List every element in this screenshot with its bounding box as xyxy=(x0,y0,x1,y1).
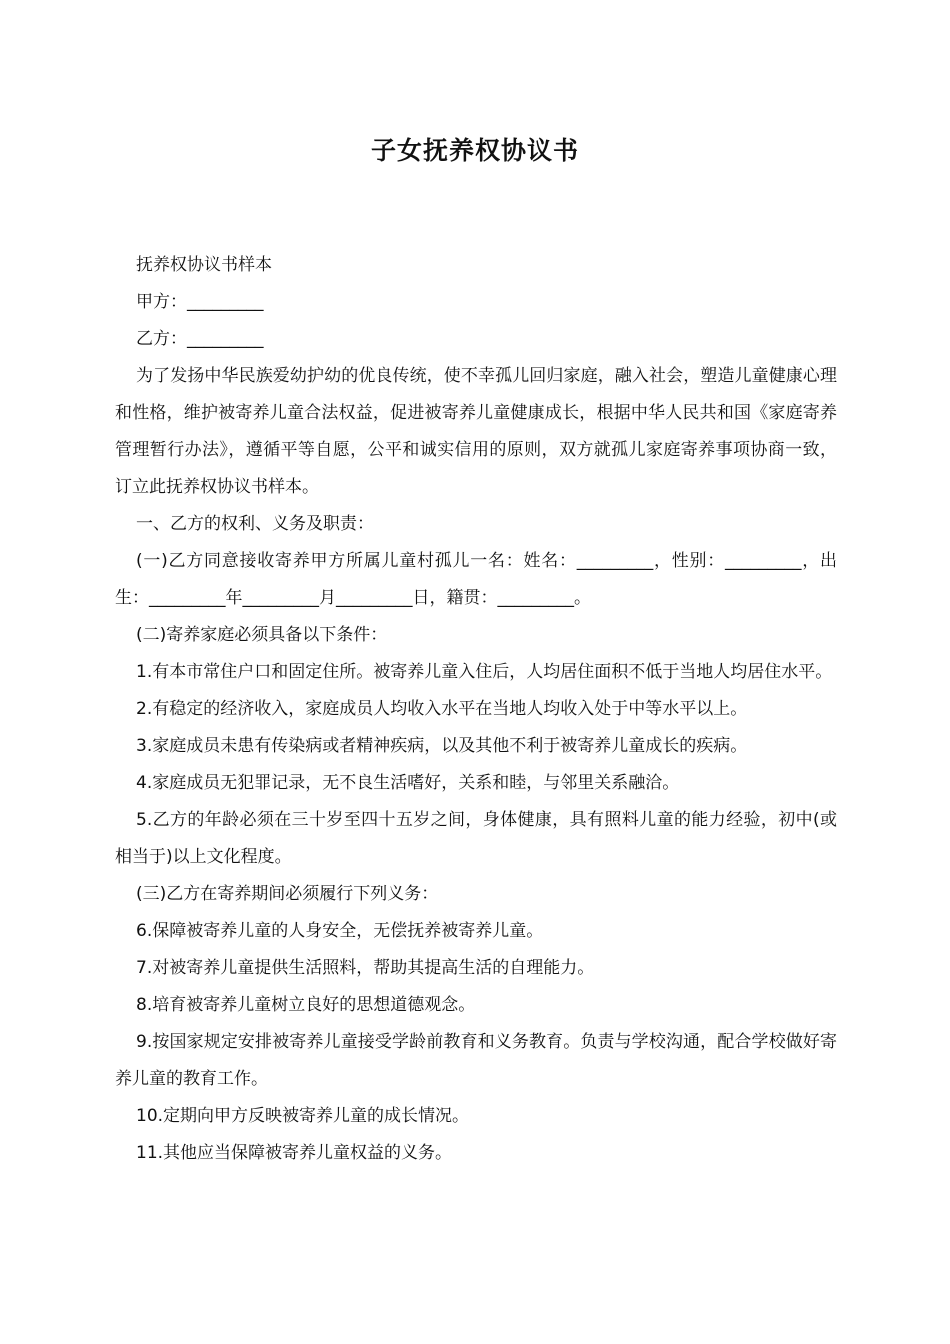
list-item-11: 11.其他应当保障被寄养儿童权益的义务。 xyxy=(136,1143,453,1163)
list-item-8: 8.培育被寄养儿童树立良好的思想道德观念。 xyxy=(136,995,476,1015)
section-heading-1: 一、乙方的权利、义务及职责： xyxy=(136,514,374,534)
list-item-2: 2.有稳定的经济收入，家庭成员人均收入水平在当地人均收入处于中等水平以上。 xyxy=(136,699,748,719)
paragraph-sample-heading: 抚养权协议书样本 xyxy=(136,255,272,275)
paragraph-clause-1-3: (三)乙方在寄养期间必须履行下列义务： xyxy=(136,884,439,904)
paragraph-party-a: 甲方：_________ xyxy=(136,292,264,312)
list-item-5: 5.乙方的年龄必须在三十岁至四十五岁之间，身体健康，具有照料儿童的能力经验，初中(或相当于)以上文化程度。 xyxy=(115,810,837,867)
list-item-3: 3.家庭成员未患有传染病或者精神疾病，以及其他不利于被寄养儿童成长的疾病。 xyxy=(136,736,748,756)
list-item-1: 1.有本市常住户口和固定住所。被寄养儿童入住后，人均居住面积不低于当地人均居住水平。 xyxy=(136,662,833,682)
paragraph-party-b: 乙方：_________ xyxy=(136,329,264,349)
paragraph-preamble: 为了发扬中华民族爱幼护幼的优良传统，使不幸孤儿回归家庭，融入社会，塑造儿童健康心理和性格，维护被寄养儿童合法权益，促进被寄养儿童健康成长，根据中华人民共和国《家庭寄养管理暂行办法》，遵循平等自愿，公平和诚实信用的原则，双方就孤儿家庭寄养事项协商一致，订立此抚养权协议书样本。 xyxy=(115,366,837,497)
document-title: 子女抚养权协议书 xyxy=(370,136,579,165)
paragraph-clause-1-1: (一)乙方同意接收寄养甲方所属儿童村孤儿一名：姓名：_________，性别：_________，出生：_________年_________月_________日，籍贯：_________。 xyxy=(115,551,837,608)
document-body xyxy=(115,247,837,1172)
list-item-4: 4.家庭成员无犯罪记录，无不良生活嗜好，关系和睦，与邻里关系融洽。 xyxy=(136,773,680,793)
list-item-7: 7.对被寄养儿童提供生活照料，帮助其提高生活的自理能力。 xyxy=(136,958,595,978)
list-item-9: 9.按国家规定安排被寄养儿童接受学龄前教育和义务教育。负责与学校沟通，配合学校做好寄养儿童的教育工作。 xyxy=(115,1032,837,1089)
list-item-10: 10.定期向甲方反映被寄养儿童的成长情况。 xyxy=(136,1106,470,1126)
paragraph-clause-1-2: (二)寄养家庭必须具备以下条件： xyxy=(136,625,388,645)
list-item-6: 6.保障被寄养儿童的人身安全，无偿抚养被寄养儿童。 xyxy=(136,921,544,941)
